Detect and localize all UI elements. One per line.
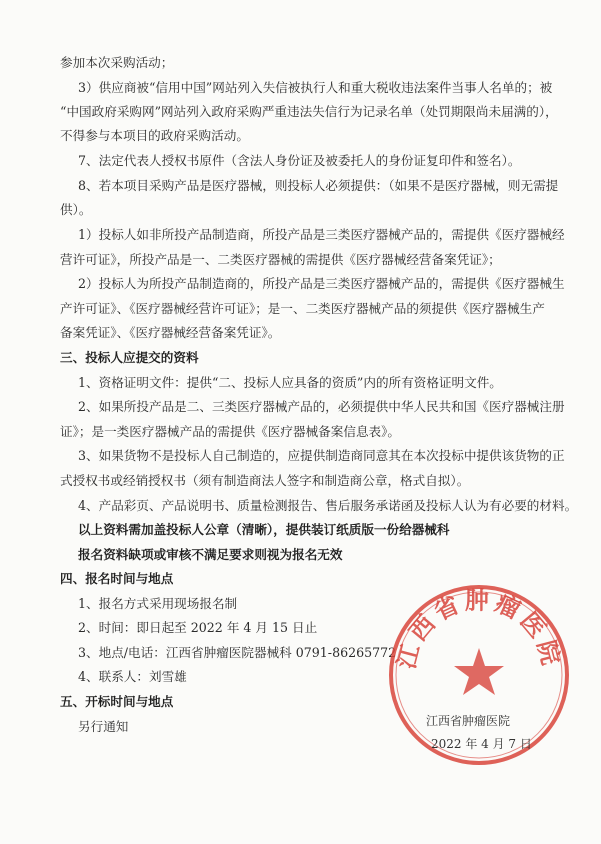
text-line: 7、法定代表人授权书原件（含法人身份证及被委托人的身份证复印件和签名）。 [78,153,521,168]
text-line: 8、若本项目采购产品是医疗器械，则投标人必须提供：（如果不是医疗器械，则无需提 [78,178,559,193]
text-line: 参加本次采购活动； [60,55,174,70]
section-heading: 四、报名时间与地点 [60,571,174,586]
text-line: “中国政府采购网”网站列入政府采购严重违法失信行为记录名单（处罚期限尚未届满的）， [60,104,558,119]
text-line: 1）投标人如非所投产品制造商，所投产品是三类医疗器械产品的，需提供《医疗器械经 [78,227,565,242]
text-line: 2）投标人为所投产品制造商的，所投产品是三类医疗器械产品的，需提供《医疗器械生 [78,276,565,291]
text-line: 证》；是一类医疗器械产品的需提供《医疗器械备案信息表》。 [60,424,401,439]
text-line: 4、产品彩页、产品说明书、质量检测报告、售后服务承诺函及投标人认为有必要的材料。 [78,498,578,513]
text-line: 2、时间：即日起至 2022 年 4 月 15 日止 [78,620,318,635]
text-line: 供）。 [60,202,92,217]
svg-text:江西省肿瘤医院: 江西省肿瘤医院 [391,585,567,672]
text-line: 产许可证》、《医疗器械经营许可证》；是一、二类医疗器械产品的须提供《医疗器械生产 [60,301,545,316]
text-line: 1、资格证明文件：提供“二、投标人应具备的资质”内的所有资格证明文件。 [78,375,502,390]
emphasis-line: 报名资料缺项或审核不满足要求则视为报名无效 [78,547,343,562]
section-heading: 五、开标时间与地点 [60,694,174,709]
text-line: 3、如果货物不是投标人自己制造的，应提供制造商同意其在本次投标中提供该货物的正 [78,448,565,463]
text-line: 4、联系人：刘雪雄 [78,669,187,684]
text-line: 3）供应商被“信用中国”网站列入失信被执行人和重大税收违法案件当事人名单的；被 [78,80,553,95]
text-line: 3、地点/电话：江西省肿瘤医院器械科 0791-86265772 [78,645,397,660]
text-line: 式授权书或经销授权书（须有制造商法人签字和制造商公章，格式自拟）。 [60,473,470,488]
text-line: 不得参与本项目的政府采购活动。 [60,128,249,143]
text-line: 营许可证》，所投产品是一、二类医疗器械的需提供《医疗器械经营备案凭证》； [60,252,501,267]
signature-org: 江西省肿瘤医院 [426,714,511,728]
text-line: 1、报名方式采用现场报名制 [78,596,238,611]
text-line: 2、如果所投产品是二、三类医疗器械产品的，必须提供中华人民共和国《医疗器械注册 [78,399,565,414]
section-heading: 三、投标人应提交的资料 [60,350,199,365]
text-line: 备案凭证》、《医疗器械经营备案凭证》。 [60,325,281,340]
emphasis-line: 以上资料需加盖投标人公章（清晰），提供装订纸质版一份给器械科 [78,522,450,537]
text-line: 另行通知 [78,719,129,734]
signature-date: 2022 年 4 月 7 日 [431,737,532,751]
